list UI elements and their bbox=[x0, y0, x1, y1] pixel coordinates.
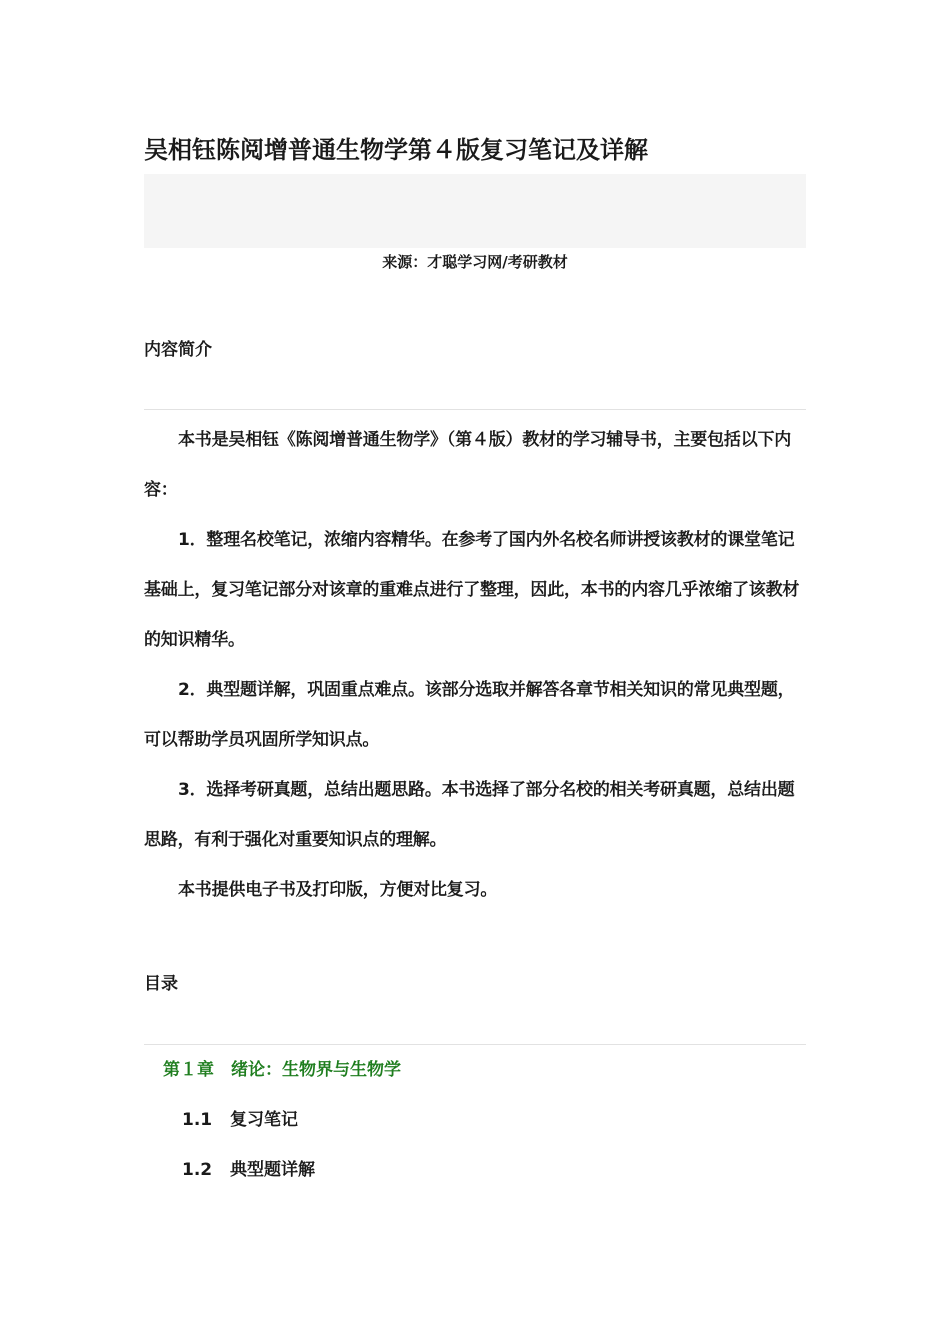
toc-item-number: 1.1 bbox=[182, 1110, 213, 1130]
intro-paragraph: 3．选择考研真题，总结出题思路。本书选择了部分名校的相关考研真题，总结出题思路，有利于强化对重要知识点的理解。 bbox=[144, 780, 795, 850]
intro-paragraph: 本书提供电子书及打印版，方便对比复习。 bbox=[178, 880, 498, 900]
toc-divider bbox=[144, 1044, 806, 1045]
intro-paragraph: 1．整理名校笔记，浓缩内容精华。在参考了国内外名校名师讲授该教材的课堂笔记基础上，复习笔记部分对该章的重难点进行了整理，因此，本书的内容几乎浓缩了该教材的知识精华。 bbox=[144, 530, 800, 650]
intro-paragraph: 2．典型题详解，巩固重点难点。该部分选取并解答各章节相关知识的常见典型题，可以帮助学员巩固所学知识点。 bbox=[144, 680, 795, 750]
banner-placeholder bbox=[144, 174, 806, 248]
toc-item-label: 典型题详解 bbox=[230, 1160, 315, 1180]
intro-heading: 内容简介 bbox=[144, 340, 212, 360]
toc-item-1-1-link[interactable] bbox=[182, 1106, 298, 1134]
intro-paragraph: 本书是吴相钰《陈阅增普通生物学》（第４版）教材的学习辅导书，主要包括以下内容： bbox=[144, 430, 792, 500]
toc-item-number: 1.2 bbox=[182, 1160, 213, 1180]
source-line: 来源：才聪学习网/考研教材 bbox=[382, 253, 568, 271]
toc-chapter-1-link[interactable]: 第１章 绪论：生物界与生物学 bbox=[163, 1060, 401, 1080]
intro-divider bbox=[144, 409, 806, 410]
intro-body bbox=[144, 415, 806, 915]
page-title: 吴相钰陈阅增普通生物学第４版复习笔记及详解 bbox=[144, 136, 648, 164]
toc-item-1-2-link[interactable] bbox=[182, 1156, 315, 1184]
toc-heading: 目录 bbox=[144, 974, 178, 994]
toc-item-label: 复习笔记 bbox=[230, 1110, 298, 1130]
